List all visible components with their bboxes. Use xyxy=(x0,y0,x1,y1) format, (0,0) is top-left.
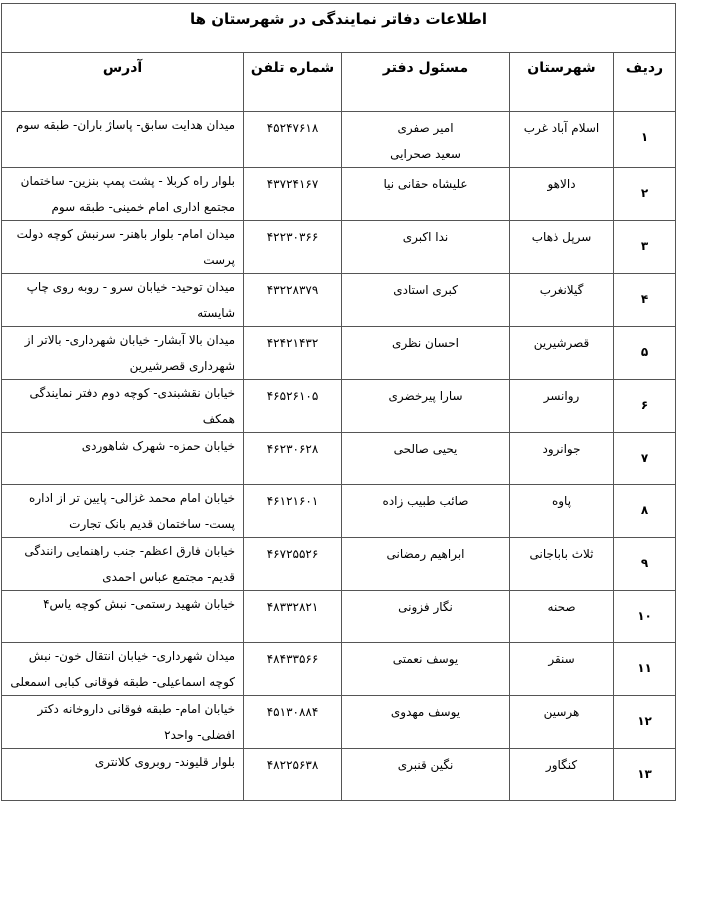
row-number: ۲ xyxy=(640,186,649,200)
table-row xyxy=(2,380,676,433)
table-row xyxy=(2,112,676,168)
table-row xyxy=(2,274,676,327)
table-row xyxy=(2,749,676,801)
row-address: خیابان فارق اعظم- جنب راهنمایی رانندگی قدیم- مجتمع عباس احمدی xyxy=(24,544,236,584)
row-number-cell xyxy=(614,221,676,274)
row-city-cell xyxy=(510,168,614,221)
row-phone: ۴۵۲۴۷۶۱۸ xyxy=(266,121,319,135)
row-phone-cell xyxy=(244,485,342,538)
row-city: روانسر xyxy=(543,389,580,403)
header-address: آدرس xyxy=(2,53,244,112)
header-row xyxy=(2,53,676,112)
header-city: شهرستان xyxy=(510,53,614,112)
row-city-cell xyxy=(510,643,614,696)
row-city: کنگاور xyxy=(545,758,578,772)
row-city-cell xyxy=(510,221,614,274)
row-phone-cell xyxy=(244,168,342,221)
row-address-cell xyxy=(2,380,244,433)
row-phone-cell xyxy=(244,696,342,749)
row-city: اسلام آباد غرب xyxy=(523,121,600,135)
row-number-cell xyxy=(614,433,676,485)
row-city-cell xyxy=(510,591,614,643)
row-city: پاوه xyxy=(551,494,572,508)
row-number: ۱ xyxy=(640,130,649,144)
row-address-cell xyxy=(2,485,244,538)
row-manager-cell xyxy=(342,643,510,696)
table-row xyxy=(2,327,676,380)
document xyxy=(1,3,675,801)
row-address: خیابان امام محمد غزالی- پایین تر از اداره پست- ساختمان قدیم بانک تجارت xyxy=(29,491,236,531)
table-row xyxy=(2,696,676,749)
row-city: قصرشیرین xyxy=(533,336,590,350)
row-number: ۱۲ xyxy=(637,714,652,728)
row-address-cell xyxy=(2,327,244,380)
row-phone-cell xyxy=(244,327,342,380)
row-address-cell xyxy=(2,168,244,221)
row-address-cell xyxy=(2,221,244,274)
row-manager: کبری استادی xyxy=(393,283,458,297)
row-address: خیابان امام- طبقه فوقانی داروخانه دکتر افضلی- واحد۲ xyxy=(37,702,236,742)
row-address: میدان شهرداری- خیابان انتقال خون- نبش کوچه اسماعیلی- طبقه فوقانی کبابی اسمعلی xyxy=(10,649,236,689)
row-address: خیابان شهید رستمی- نبش کوچه یاس۴ xyxy=(43,597,236,611)
row-address: میدان بالا آبشار- خیابان شهرداری- بالاتر از شهرداری قصرشیرین xyxy=(24,333,236,373)
row-phone: ۴۲۲۳۰۳۶۶ xyxy=(266,230,319,244)
row-city-cell xyxy=(510,749,614,801)
row-number: ۱۳ xyxy=(637,767,652,781)
table-row xyxy=(2,591,676,643)
row-phone-cell xyxy=(244,221,342,274)
row-manager: یوسف مهدوی xyxy=(390,705,461,719)
row-manager-cell xyxy=(342,749,510,801)
row-address: میدان هدایت سابق- پاساژ باران- طبقه سوم xyxy=(16,118,236,132)
row-manager: ندا اکبری xyxy=(402,230,449,244)
row-number-cell xyxy=(614,591,676,643)
row-number: ۹ xyxy=(640,556,649,570)
row-city-cell xyxy=(510,433,614,485)
table-row xyxy=(2,221,676,274)
row-address: بلوار راه کربلا - پشت پمپ بنزین- ساختمان مجتمع اداری امام خمینی- طبقه سوم xyxy=(20,174,236,214)
row-city: سرپل ذهاب xyxy=(531,230,592,244)
row-number: ۱۱ xyxy=(637,661,652,675)
row-number-cell xyxy=(614,327,676,380)
row-city: دالاهو xyxy=(547,177,576,191)
row-number-cell xyxy=(614,643,676,696)
row-address-cell xyxy=(2,591,244,643)
row-number-cell xyxy=(614,696,676,749)
row-manager: علیشاه حقانی نیا xyxy=(383,177,468,191)
row-phone-cell xyxy=(244,274,342,327)
row-manager: ابراهیم رمضانی xyxy=(386,547,465,561)
table-row xyxy=(2,485,676,538)
row-number-cell xyxy=(614,112,676,168)
row-phone-cell xyxy=(244,643,342,696)
row-city-cell xyxy=(510,538,614,591)
row-manager: امیر صفری سعید صحرایی xyxy=(390,121,461,161)
row-manager-cell xyxy=(342,274,510,327)
row-phone: ۴۸۴۳۳۵۶۶ xyxy=(266,652,319,666)
row-phone: ۴۶۱۲۱۶۰۱ xyxy=(266,494,319,508)
row-phone: ۴۸۲۲۵۶۳۸ xyxy=(266,758,319,772)
row-city-cell xyxy=(510,327,614,380)
row-manager-cell xyxy=(342,327,510,380)
row-manager: صائب طبیب زاده xyxy=(382,494,469,508)
row-number-cell xyxy=(614,749,676,801)
row-address: بلوار قلیوند- روبروی کلانتری xyxy=(94,755,236,769)
row-phone-cell xyxy=(244,380,342,433)
row-number: ۱۰ xyxy=(637,609,652,623)
row-address-cell xyxy=(2,274,244,327)
offices-table xyxy=(1,3,676,801)
row-number-cell xyxy=(614,168,676,221)
header-manager: مسئول دفتر xyxy=(342,53,510,112)
row-phone: ۴۶۷۲۵۵۲۶ xyxy=(266,547,319,561)
table-row xyxy=(2,168,676,221)
row-manager-cell xyxy=(342,433,510,485)
row-manager-cell xyxy=(342,112,510,168)
row-city: گیلانغرب xyxy=(539,283,584,297)
row-city: صحنه xyxy=(547,600,576,614)
row-manager-cell xyxy=(342,696,510,749)
row-number: ۳ xyxy=(640,239,649,253)
row-number: ۴ xyxy=(640,292,649,306)
row-city-cell xyxy=(510,274,614,327)
row-phone: ۴۶۵۲۶۱۰۵ xyxy=(266,389,319,403)
row-number-cell xyxy=(614,380,676,433)
row-phone-cell xyxy=(244,433,342,485)
row-number-cell xyxy=(614,274,676,327)
row-address: خیابان نقشبندی- کوچه دوم دفتر نمایندگی همکف xyxy=(29,386,236,426)
row-number-cell xyxy=(614,485,676,538)
row-address: میدان توحید- خیابان سرو - روبه روی چاپ شایسته xyxy=(26,280,236,320)
row-number-cell xyxy=(614,538,676,591)
row-address-cell xyxy=(2,112,244,168)
row-address-cell xyxy=(2,696,244,749)
row-city-cell xyxy=(510,485,614,538)
table-title-cell xyxy=(2,4,676,53)
row-phone: ۴۳۷۲۴۱۶۷ xyxy=(266,177,319,191)
row-manager-cell xyxy=(342,591,510,643)
row-manager: یوسف نعمتی xyxy=(392,652,459,666)
row-city-cell xyxy=(510,380,614,433)
table-row xyxy=(2,433,676,485)
table-title: اطلاعات دفاتر نمایندگی در شهرستان ها xyxy=(189,10,488,28)
row-city: ثلاث باباجانی xyxy=(529,547,594,561)
row-manager-cell xyxy=(342,380,510,433)
row-address-cell xyxy=(2,749,244,801)
table-row xyxy=(2,538,676,591)
row-address: میدان امام- بلوار باهنر- سرنبش کوچه دولت پرست xyxy=(16,227,236,267)
row-number: ۵ xyxy=(640,345,649,359)
row-manager: نگین قنبری xyxy=(397,758,454,772)
row-phone: ۴۲۴۲۱۴۳۲ xyxy=(266,336,319,350)
row-number: ۸ xyxy=(640,503,649,517)
row-city: هرسین xyxy=(543,705,580,719)
row-manager-cell xyxy=(342,538,510,591)
row-phone-cell xyxy=(244,591,342,643)
row-address-cell xyxy=(2,538,244,591)
row-phone-cell xyxy=(244,749,342,801)
row-phone: ۴۳۲۲۸۳۷۹ xyxy=(266,283,319,297)
row-address-cell xyxy=(2,643,244,696)
header-row-number: ردیف xyxy=(614,53,676,112)
row-phone: ۴۶۲۳۰۶۲۸ xyxy=(266,442,319,456)
row-manager-cell xyxy=(342,168,510,221)
row-address-cell xyxy=(2,433,244,485)
row-manager: یحیی صالحی xyxy=(393,442,458,456)
row-manager: نگار فزونی xyxy=(398,600,453,614)
row-city: سنقر xyxy=(548,652,575,666)
row-phone-cell xyxy=(244,112,342,168)
row-address: خیابان حمزه- شهرک شاهوردی xyxy=(81,439,236,453)
row-phone: ۴۸۳۳۲۸۲۱ xyxy=(266,600,319,614)
row-manager: احسان نظری xyxy=(392,336,459,350)
header-phone: شماره تلفن xyxy=(244,53,342,112)
row-number: ۶ xyxy=(640,398,649,412)
row-city-cell xyxy=(510,112,614,168)
row-phone: ۴۵۱۳۰۸۸۴ xyxy=(266,705,319,719)
row-manager: سارا پیرخضری xyxy=(388,389,463,403)
table-row xyxy=(2,643,676,696)
row-number: ۷ xyxy=(640,451,649,465)
row-city: جوانرود xyxy=(542,442,581,456)
table-body xyxy=(2,112,676,801)
row-phone-cell xyxy=(244,538,342,591)
row-manager-cell xyxy=(342,485,510,538)
row-manager-cell xyxy=(342,221,510,274)
row-city-cell xyxy=(510,696,614,749)
